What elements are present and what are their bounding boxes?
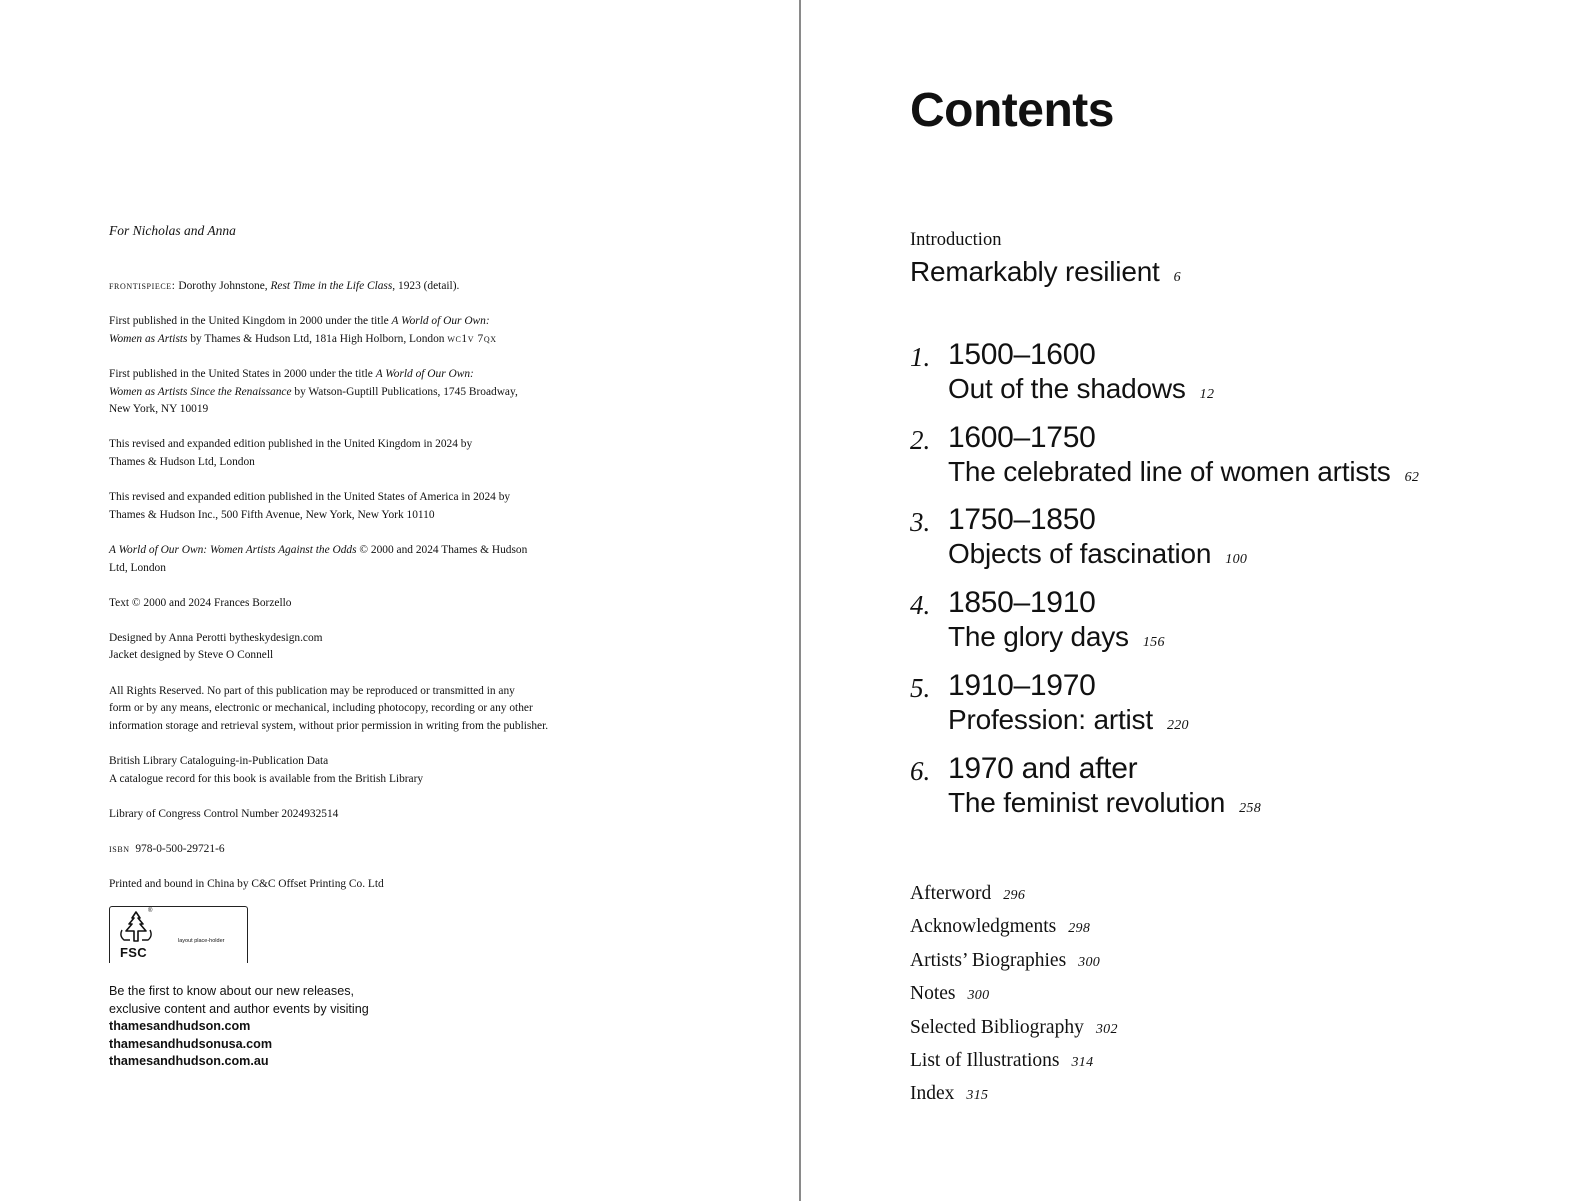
chapter-years: 1500–1600: [948, 338, 1096, 371]
toc-chapter-5[interactable]: [910, 669, 1550, 749]
book-copyright-holder: © 2000 and 2024 Thames & Hudson: [356, 543, 528, 556]
back-matter-title: Notes: [910, 983, 956, 1005]
page-gutter: [799, 0, 801, 1201]
toc-entry-intro[interactable]: [910, 256, 1181, 288]
frontispiece-date: , 1923 (detail).: [392, 280, 460, 292]
intro-label: Introduction: [910, 230, 1002, 250]
uk-first-publisher: by Thames & Hudson Ltd, 181a High Holborn, London: [187, 332, 448, 345]
chapter-title-line: [948, 787, 1261, 819]
chapter-number: 5.: [910, 673, 931, 703]
back-matter-page-number: 300: [1078, 954, 1101, 970]
toc-chapter-2[interactable]: [910, 421, 1550, 501]
cip-line2: A catalogue record for this book is available from the British Library: [109, 772, 424, 785]
back-matter-title: Index: [910, 1083, 955, 1105]
us-first-edition: [109, 366, 769, 419]
imprint-block: [109, 278, 769, 911]
rights-line2: form or by any means, electronic or mechanical, including photocopy, recording or any other: [109, 702, 533, 715]
chapter-number: 4.: [910, 590, 931, 620]
back-matter-page-number: 300: [967, 988, 990, 1004]
toc-chapter-6[interactable]: [910, 752, 1550, 832]
isbn: [109, 841, 769, 859]
registered-mark-icon: ®: [148, 908, 153, 914]
chapter-title: The glory days: [948, 621, 1129, 652]
us-revised-line1: This revised and expanded edition published in the United States of America in 2024 by: [109, 491, 511, 504]
chapter-page-number: 100: [1225, 552, 1248, 567]
intro-title: Remarkably resilient: [910, 256, 1160, 287]
back-matter-list: [910, 880, 1510, 1114]
frontispiece-label: frontispiece:: [109, 280, 176, 292]
toc-back-matter-item[interactable]: [910, 913, 1510, 946]
us-revised-line2: Thames & Hudson Inc., 500 Fifth Avenue, New York, New York 10110: [109, 508, 435, 521]
uk-first-subtitle: Women as Artists: [109, 332, 188, 345]
jacket-credit: Jacket designed by Steve O Connell: [109, 649, 274, 662]
chapter-title: Out of the shadows: [948, 373, 1186, 404]
toc-back-matter-item[interactable]: [910, 1014, 1510, 1047]
back-matter-title: Acknowledgments: [910, 916, 1057, 938]
newsletter-signup: [109, 983, 369, 1071]
intro-page-number: 6: [1173, 270, 1181, 285]
back-matter-page-number: 302: [1095, 1021, 1118, 1037]
back-matter-page-number: 298: [1068, 921, 1091, 937]
chapter-number: 1.: [910, 342, 931, 372]
rights-line1: All Rights Reserved. No part of this publication may be reproduced or transmitted in any: [109, 684, 515, 697]
back-matter-page-number: 315: [966, 1088, 989, 1104]
toc-back-matter-item[interactable]: [910, 947, 1510, 980]
url-au[interactable]: thamesandhudson.com.au: [109, 1054, 269, 1069]
cip-data: [109, 753, 769, 788]
chapter-page-number: 156: [1142, 635, 1165, 650]
chapter-title-line: [948, 538, 1247, 570]
chapter-number: 3.: [910, 507, 931, 537]
chapter-title: The celebrated line of women artists: [948, 456, 1391, 487]
chapter-page-number: 62: [1404, 470, 1420, 485]
signup-line1: Be the first to know about our new releases,: [109, 984, 355, 998]
chapter-title-line: [948, 456, 1419, 488]
chapter-page-number: 220: [1166, 718, 1189, 733]
toc-chapter-4[interactable]: [910, 586, 1550, 666]
back-matter-title: Selected Bibliography: [910, 1016, 1084, 1038]
url-uk[interactable]: thamesandhudson.com: [109, 1019, 251, 1034]
chapter-title-line: [948, 621, 1165, 653]
chapter-number: 6.: [910, 756, 931, 786]
fsc-tree-icon: [116, 910, 156, 944]
url-us[interactable]: thamesandhudsonusa.com: [109, 1036, 273, 1051]
fsc-placeholder-label: layout place-holder: [178, 938, 225, 944]
isbn-label: isbn: [109, 843, 130, 855]
toc-back-matter-item[interactable]: [910, 980, 1510, 1013]
signup-line2: exclusive content and author events by visiting: [109, 1001, 369, 1016]
printer-credit: Printed and bound in China by C&C Offset Printing Co. Ltd: [109, 878, 384, 891]
us-first-publisher: by Watson-Guptill Publications, 1745 Broadway,: [291, 385, 518, 398]
chapter-years: 1750–1850: [948, 503, 1096, 536]
toc-back-matter-item[interactable]: [910, 1080, 1510, 1113]
uk-postcode: wc1v 7qx: [447, 332, 497, 345]
cip-line1: British Library Cataloguing-in-Publication Data: [109, 755, 329, 768]
uk-first-edition: [109, 313, 769, 348]
isbn-value: 978-0-500-29721-6: [135, 843, 225, 855]
uk-revised-line2: Thames & Hudson Ltd, London: [109, 455, 255, 468]
rights-statement: [109, 683, 769, 736]
toc-chapter-3[interactable]: [910, 503, 1550, 583]
uk-revised-edition: [109, 436, 769, 471]
rights-line3: information storage and retrieval system, without prior permission in writing from the publisher.: [109, 719, 549, 732]
frontispiece-artist: Dorothy Johnstone,: [178, 280, 271, 292]
uk-first-text: First published in the United Kingdom in 2000 under the title: [109, 315, 392, 328]
back-matter-title: List of Illustrations: [910, 1049, 1060, 1071]
book-copyright-line2: Ltd, London: [109, 561, 166, 574]
us-revised-edition: [109, 489, 769, 524]
us-first-subtitle: Women as Artists Since the Renaissance: [109, 385, 292, 398]
chapter-title: Objects of fascination: [948, 538, 1212, 569]
chapter-years: 1600–1750: [948, 421, 1096, 454]
back-matter-page-number: 296: [1003, 888, 1026, 903]
chapter-title-line: [948, 704, 1189, 736]
text-copyright: Text © 2000 and 2024 Frances Borzello: [109, 596, 292, 609]
uk-first-title: A World of Our Own:: [391, 315, 490, 328]
chapter-years: 1910–1970: [948, 669, 1096, 702]
book-copyright-title: A World of Our Own: Women Artists Against the Odds: [109, 543, 357, 556]
design-credits: [109, 630, 769, 665]
chapter-page-number: 258: [1239, 801, 1261, 816]
back-matter-title: Afterword: [910, 883, 992, 904]
back-matter-page-number: 314: [1071, 1054, 1094, 1070]
toc-back-matter-item[interactable]: [910, 880, 1510, 913]
contents-heading: Contents: [910, 84, 1114, 137]
chapter-number: 2.: [910, 425, 931, 455]
chapter-page-number: 12: [1199, 387, 1215, 402]
book-copyright: [109, 542, 769, 577]
fsc-mark: FSC: [120, 945, 147, 960]
chapter-title-line: [948, 373, 1214, 405]
toc-chapter-1[interactable]: [910, 338, 1550, 418]
designer-credit: Designed by Anna Perotti bytheskydesign.com: [109, 631, 323, 644]
toc-back-matter-item[interactable]: [910, 1047, 1510, 1080]
uk-revised-line1: This revised and expanded edition published in the United Kingdom in 2024 by: [109, 438, 473, 451]
loc-number: Library of Congress Control Number 2024932514: [109, 807, 339, 820]
fsc-logo-placeholder: [109, 906, 248, 963]
back-matter-title: Artists’ Biographies: [910, 949, 1067, 971]
frontispiece-work-title: Rest Time in the Life Class: [270, 280, 393, 292]
us-first-title: A World of Our Own:: [375, 367, 474, 380]
us-first-text: First published in the United States in 2000 under the title: [109, 367, 376, 380]
chapter-title: The feminist revolution: [948, 787, 1226, 818]
chapter-title: Profession: artist: [948, 704, 1153, 735]
dedication: For Nicholas and Anna: [109, 223, 236, 238]
frontispiece-credit: [109, 278, 769, 296]
chapter-years: 1970 and after: [948, 752, 1138, 785]
us-first-address: New York, NY 10019: [109, 403, 209, 416]
chapter-years: 1850–1910: [948, 586, 1096, 619]
